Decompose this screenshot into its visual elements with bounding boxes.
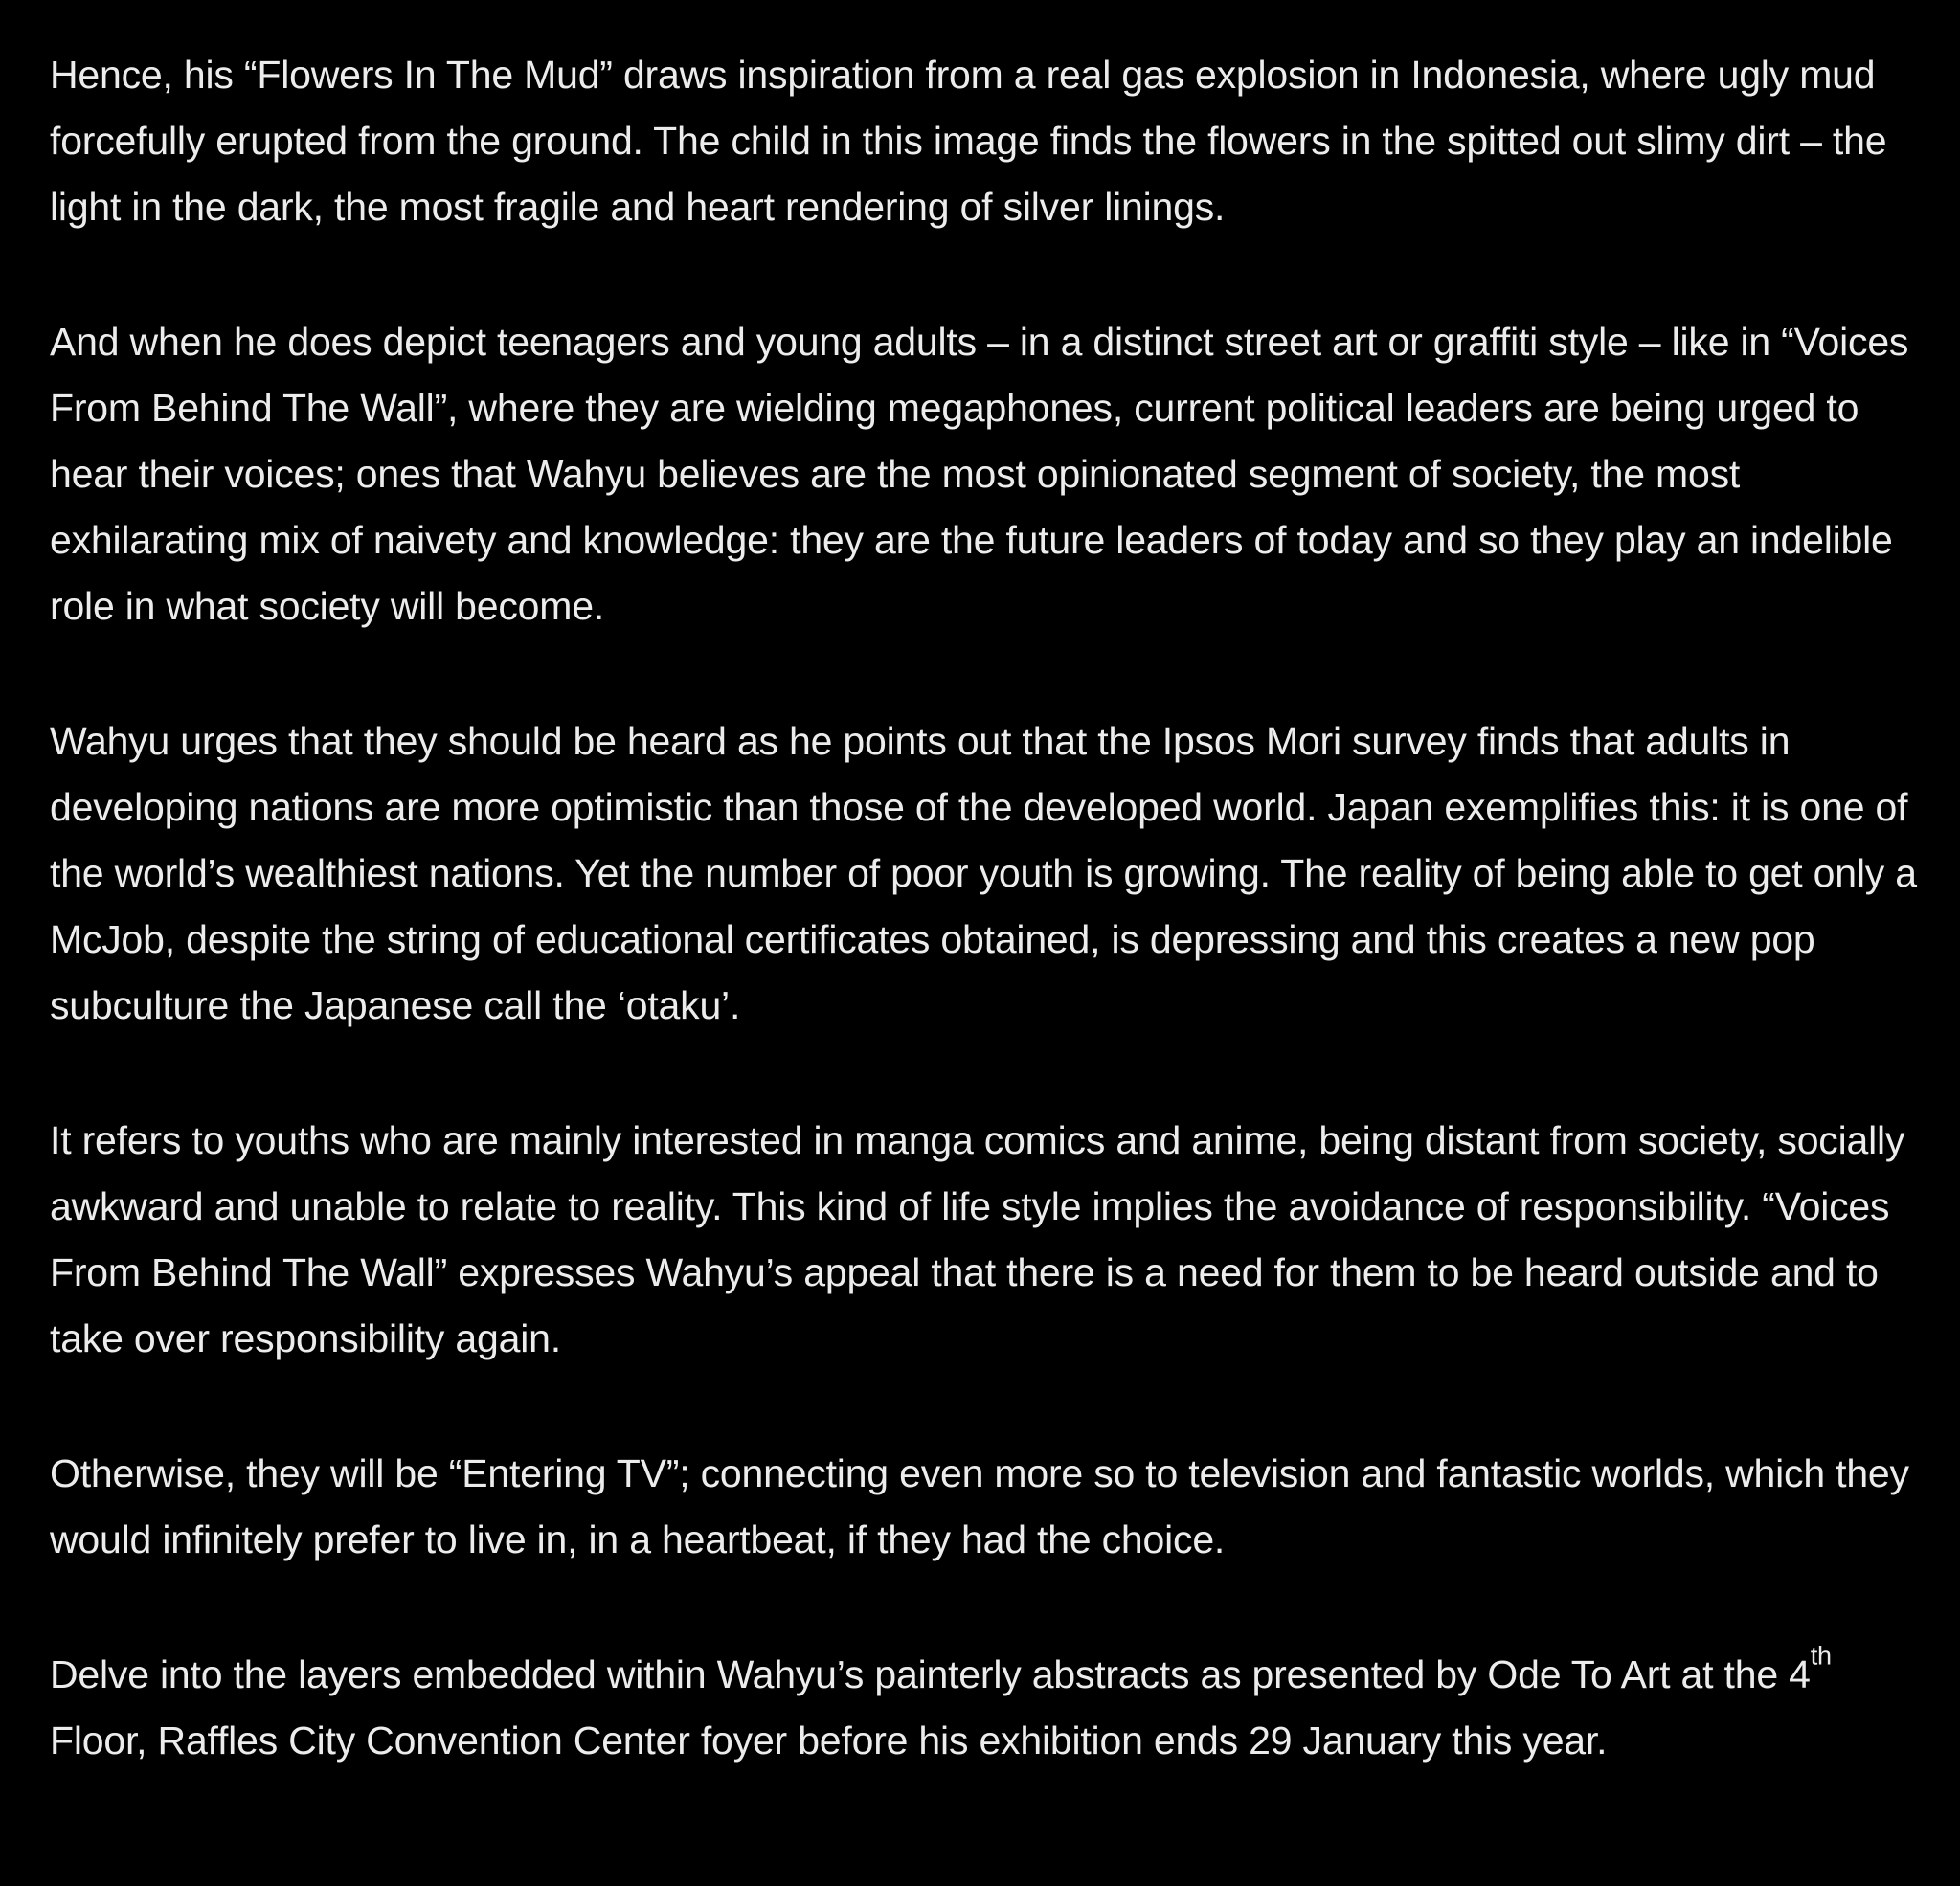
paragraph-ipsos-mori-survey: Wahyu urges that they should be heard as he points out that the Ipsos Mori survey finds that adults in developing nations are more optimistic than those of the developed world. Japan exemplifies this: it is one of the world’s wealthiest nations. Yet the number of poor youth is growing. The reality of being able to get only a McJob, despite the string of educational certificates obtained, is depressing and this creates a new pop subculture the Japanese call the ‘otaku’.: [50, 719, 1917, 1027]
exhibition-text-start: Delve into the layers embedded within Wahyu’s painterly abstracts as presented by Ode To Art at the 4: [50, 1652, 1811, 1696]
paragraph-voices-from-behind-the-wall: And when he does depict teenagers and young adults – in a distinct street art or graffiti style – like in “Voices From Behind The Wall”, where they are wielding megaphones, current political leaders are being urged to hear their voices; ones that Wahyu believes are the most opinionated segment of society, the most exhilarating mix of naivety and knowledge: they are the future leaders of today and so they play an indelible role in what society will become.: [50, 320, 1909, 628]
paragraph-flowers-in-the-mud: Hence, his “Flowers In The Mud” draws inspiration from a real gas explosion in Indonesia, where ugly mud forcefully erupted from the ground. The child in this image finds the flowers in the spitted out slimy dirt – the light in the dark, the most fragile and heart rendering of silver linings.: [50, 53, 1887, 229]
paragraph-otaku: It refers to youths who are mainly interested in manga comics and anime, being distant from society, socially awkward and unable to relate to reality. This kind of life style implies the avoidance of responsibility. “Voices From Behind The Wall” expresses Wahyu’s appeal that there is a need for them to be heard outside and to take over responsibility again.: [50, 1118, 1905, 1360]
paragraph-exhibition-info: [50, 1642, 1926, 1774]
ordinal-superscript: th: [1810, 1641, 1832, 1671]
exhibition-text-end: Floor, Raffles City Convention Center foyer before his exhibition ends 29 January this year.: [50, 1718, 1608, 1763]
article-body: [50, 42, 1926, 1774]
paragraph-entering-tv: Otherwise, they will be “Entering TV”; connecting even more so to television and fantastic worlds, which they would infinitely prefer to live in, in a heartbeat, if they had the choice.: [50, 1451, 1909, 1561]
